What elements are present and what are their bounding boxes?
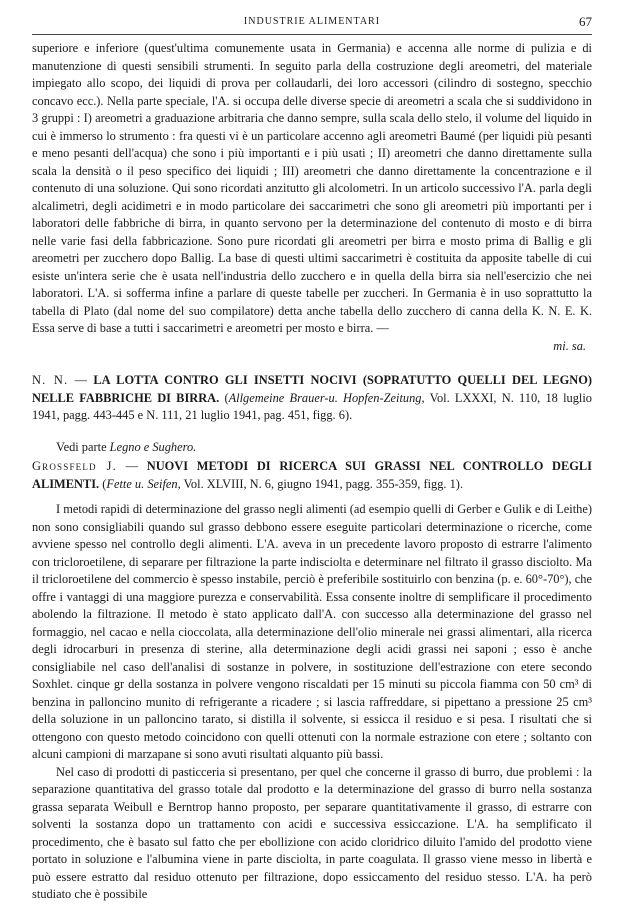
entry-title: NUOVI METODI DI RICERCA SUI GRASSI NEL CONTROLLO DEGLI ALIMENTI. [32, 459, 592, 491]
entry-heading [32, 372, 592, 425]
entry-insetti-nocivi [32, 372, 592, 456]
body-paragraph: I metodi rapidi di determinazione del grasso negli alimenti (ad esempio quelli di Gerber e Gulik e di Leithe) non sono consigliabili quando sul grasso debbono essere eseguite particolari determinazione o ricerche, come avviene spesso nel controllo degli alimenti. L'A. aveva in un precedente lavoro proposto di estrarre l'alimento con tricloroetilene, di separare per filtrazione la parte indisciolta e determinare nel filtrato il grasso disciolto. Ma il tricloroetilene del commercio è spesso instabile, perciò è preferibile sostituirlo con benzina (p. e. 60°-70°), che offre i vantaggi di una maggiore purezza e conservabilità. Essa consente inoltre di semplificare il procedimento abolendo la filtrazione. Il metodo è stato applicato dall'A. con successo alla determinazione del grasso nel formaggio, nel cacao e nella cioccolata, alla determinazione dell'olio minerale nei grassi alimentari, alla ricerca degli idrocarburi in presenza di sterine, alla determinazione degli acidi grassi nei saponi ; esso è anche consigliabile nel caso dell'analisi di sostanze in polvere, in sostituzione dell'estrazione con etere secondo Soxhlet. cinque gr della sostanza in polvere vengono riscaldati per 15 minuti su piccola fiamma con 50 cm³ di benzina in palloncino munito di refrigerante a ricadere ; si lascia raffreddare, si pipettano a pressione 25 cm³ della soluzione in un palloncino tarato, si distilla il solvente, si essicca il residuo e si pesa. I risultati che si ottengono con questo metodo coincidono con quelli ottenuti con la normale estrazione con etere ; soltanto con alcuni campioni di marzapane si sono avuti risultati alquanto più bassi. [32, 502, 592, 761]
entry-dash: — [68, 373, 94, 387]
entry-metodi-grassi [32, 458, 592, 904]
see-also-prefix: Vedi parte [56, 439, 110, 454]
see-also-ref: Legno e Sughero. [109, 439, 197, 454]
journal-name: Fette u. Seifen, [106, 476, 181, 491]
entry-heading [32, 458, 592, 493]
page-number: 67 [579, 14, 592, 29]
running-head [32, 10, 592, 35]
citation-details: Vol. LXXXI, N. 110, 18 luglio 1941, pagg. 443-445 e N. 111, 21 luglio 1941, pag. 451, figg. 6). [32, 390, 592, 422]
citation-details: Vol. XLVIII, N. 6, giugno 1941, pagg. 355-359, figg. 1). [180, 476, 464, 491]
journal-name: Allgemeine Brauer-u. Hopfen-Zeitung, [228, 390, 425, 405]
citation-open: ( [219, 390, 229, 405]
running-title: INDUSTRIE ALIMENTARI [243, 16, 381, 27]
entry-author: N. N. [32, 373, 69, 387]
entry-dash: — [116, 459, 147, 473]
see-also [32, 439, 592, 457]
spacer [32, 493, 592, 501]
citation-open: ( [99, 476, 107, 491]
entry-title: LA LOTTA CONTRO GLI INSETTI NOCIVI (SOPRATUTTO QUELLI DEL LEGNO) NELLE FABBRICHE DI BIRRA. [32, 373, 592, 405]
review-paragraph: superiore e inferiore (quest'ultima comunemente usata in Germania) e accenna alle norme di pulizia e di manutenzione di questi sensibili strumenti. In seguito parla della costruzione degli areometri, del materiale impiegato allo scopo, dei liquidi di prova per collaudarli, dei loro accessori (cilindro di sostegno, specchio concavo ecc.). Nella parte speciale, l'A. si occupa delle diverse specie di areometri a scala che si suddividono in 3 gruppi : I) areometri a graduazione arbitraria che danno sempre, sulla scala dello stelo, il volume del liquido in cui è immerso lo strumento : fra questi vi è un particolare accenno agli areometri Baumé (per liquidi più pesanti e meno pesanti dell'acqua) che sono i più importanti e i più usati ; II) areometri che danno direttamente sulla scala la densità o il peso specifico dei liquidi ; III) areometri che danno direttamente la concentrazione e il contenuto di una soluzione. Qui sono ricordati anzitutto gli alcolometri. In un articolo successivo l'A. parla degli alcalimetri, degli acidimetri e in modo particolare dei saccarimetri che sono gli areometri più importanti per i laboratori delle fabbriche di birra, in quanto servono per la determinazione del contenuto di mosto e di birra nelle varie fasi della fabbricazione. Sono pure ricordati gli areometri per birra e mosto prima di Ballig e gli areometri per zucchero dopo Ballig. La base di questi ultimi saccarimetri è costituita da apposite tabelle di cui esiste un'intera serie che è usata nell'industria dello zucchero e in quella della birra sia nell'esercizio che nei laboratori. L'A. si sofferma infine a parlare di queste tabelle per zuccheri. In Germania è in uso soprattutto la tabella di Plato (dal nome del suo compilatore) detta anche tabella dello zucchero di canna della K. N. E. K. Essa serve di base a tutti i saccarimetri e areometri per mosto e birra. — [32, 41, 592, 335]
body-paragraph: Nel caso di prodotti di pasticceria si presentano, per quel che concerne il grasso di burro, due problemi : la separazione quantitativa del grasso totale dal prodotto e la determinazione del grasso di burro nella sostanza grassa separata Weibull e Berntrop hanno proposto, per separare quantitativamente il grasso, di estrarre con solventi la sostanza dopo un trattamento con acidi e successiva essiccazione. L'A. ha semplificato il procedimento, che è basato sul fatto che per ebollizione con acido cloridrico diluito l'amido del prodotto viene portato in soluzione e l'albumina viene in parte disciolta, in parte coagulata. Il grasso viene messo in libertà e può essere estratto dal residuo ottenuto per filtrazione, dopo essiccamento del residuo stesso. L'A. ha però studiato che è possibile [32, 764, 592, 901]
reviewer-signature: mi. sa. [553, 338, 586, 353]
entry-author: Grossfeld J. [32, 459, 117, 473]
continued-review [32, 40, 592, 355]
